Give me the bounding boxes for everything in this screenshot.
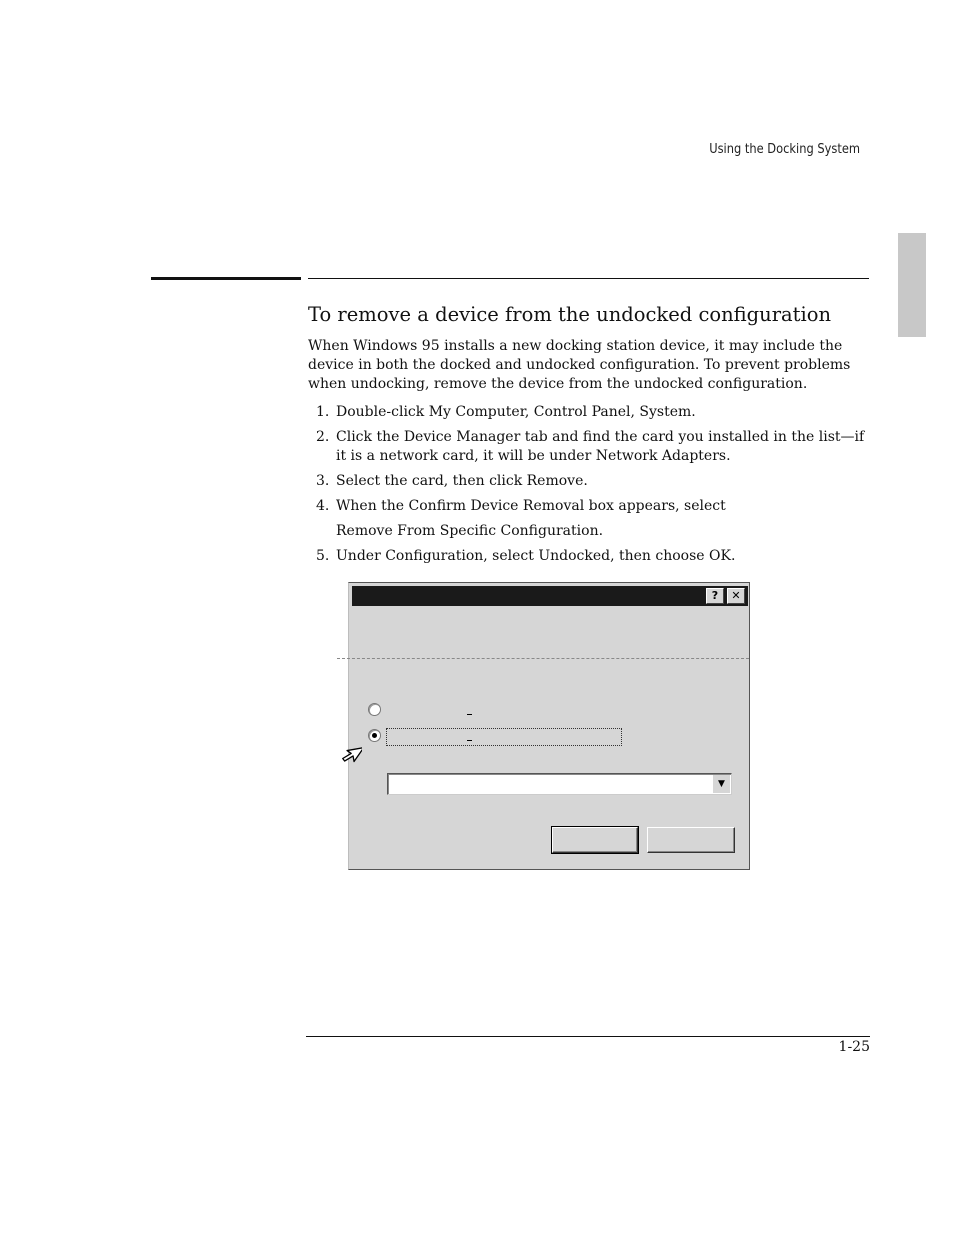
steps-list: [308, 403, 878, 572]
step-number: 3.: [316, 473, 330, 489]
radio-option-all-configurations[interactable]: [368, 703, 381, 716]
dialog-separator: [337, 658, 749, 659]
step-text: Select the card, then click Remove.: [336, 473, 588, 489]
step-number: 2.: [316, 429, 330, 445]
step-number: 4.: [316, 498, 330, 514]
page-number: 1-25: [838, 1039, 870, 1055]
radio-option-specific-configuration[interactable]: [368, 729, 381, 742]
hotkey-underline: [467, 714, 472, 715]
dialog-titlebar[interactable]: [352, 586, 748, 606]
section-heading: To remove a device from the undocked configuration: [308, 303, 832, 327]
step-item: [308, 497, 878, 541]
radio-selected-dot: [372, 733, 377, 738]
ok-button[interactable]: [552, 827, 638, 853]
help-button[interactable]: ?: [706, 588, 724, 604]
heading-rule-right: [308, 278, 869, 279]
step-item: [308, 403, 878, 422]
heading-rule-left: [151, 277, 301, 280]
chevron-down-icon[interactable]: ▼: [712, 775, 730, 793]
step-item: [308, 428, 878, 466]
step-continuation: Remove From Specific Configuration.: [336, 523, 604, 539]
running-header: Using the Docking System: [709, 142, 860, 157]
close-button[interactable]: ✕: [727, 588, 745, 604]
footer-rule: [306, 1036, 870, 1037]
cancel-button[interactable]: [647, 827, 735, 853]
focus-rectangle: [386, 728, 622, 746]
step-text: Under Configuration, select Undocked, then choose OK.: [336, 548, 736, 564]
chapter-thumb-tab: [898, 233, 926, 337]
mouse-pointer-icon: [338, 740, 362, 768]
step-number: 1.: [316, 404, 330, 420]
confirm-device-removal-dialog: [348, 582, 750, 870]
step-item: [308, 472, 878, 491]
step-text: When the Confirm Device Removal box appears, select: [336, 498, 726, 514]
step-text: Double-click My Computer, Control Panel, System.: [336, 404, 696, 420]
step-item: [308, 547, 878, 566]
intro-paragraph: When Windows 95 installs a new docking station device, it may include the device in both the docked and undocked configuration. To prevent problems when undocking, remove the device from the undocked configuration.: [308, 338, 851, 392]
step-text: Click the Device Manager tab and find the card you installed in the list—if it is a network card, it will be under Network Adapters.: [336, 429, 865, 464]
configuration-dropdown[interactable]: [387, 773, 732, 795]
step-number: 5.: [316, 548, 330, 564]
